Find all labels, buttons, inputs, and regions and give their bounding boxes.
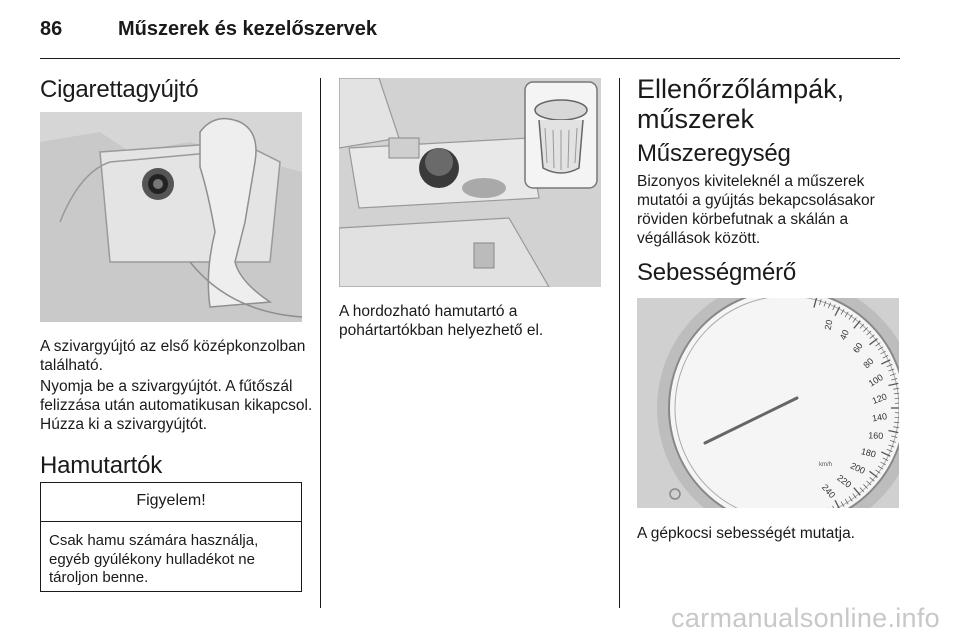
watermark-text: carmanualsonline.info	[671, 603, 940, 633]
instrument-cluster-text: Bizonyos kiviteleknél a műszerek mutatói a gyújtás bekapcsolásakor röviden körbefutnak a skálán a végállások között.	[637, 173, 875, 247]
speedometer-caption: A gépkocsi sebességét mutatja.	[637, 525, 855, 542]
speedometer-label: 120	[870, 391, 889, 406]
speedometer-heading: Sebességmérő	[637, 259, 797, 286]
speedometer-label: 60	[850, 340, 865, 355]
speedometer-label: 40	[837, 328, 851, 342]
speedometer-label: 100	[866, 372, 885, 389]
header-rule	[40, 58, 900, 59]
column-divider-left	[320, 78, 321, 608]
chapter-title: Műszerek és kezelőszervek	[118, 18, 378, 40]
ashtray-caption: A hordozható hamutartó a pohártartókban helyezhető el.	[339, 303, 544, 339]
ashtray-figure	[339, 78, 601, 287]
lighter-location-text: A szivargyújtó az első középkonzolban található.	[40, 338, 306, 374]
column-divider-right	[619, 78, 620, 608]
speedometer-label: 200	[848, 460, 867, 476]
warning-note-title: Figyelem!	[41, 483, 301, 522]
speedometer-label: 80	[861, 356, 876, 371]
speedometer-label: 180	[859, 446, 877, 460]
warning-lights-heading-line2: műszerek	[637, 104, 755, 134]
speedometer-label: 160	[868, 430, 884, 441]
speedometer-unit-label: km/h	[819, 462, 833, 468]
warning-note-body: Csak hamu számára használja, egyéb gyúlékony hulladékot ne tároljon benne.	[49, 532, 259, 586]
page-number: 86	[40, 18, 63, 40]
speedometer-label: 20	[822, 318, 835, 331]
cigarette-lighter-figure	[40, 112, 302, 322]
ashtrays-heading: Hamutartók	[40, 452, 163, 479]
warning-lights-heading-line1: Ellenőrzőlámpák,	[637, 74, 845, 104]
cigarette-lighter-heading: Cigarettagyújtó	[40, 76, 199, 103]
speedometer-label: 220	[835, 472, 854, 490]
lighter-usage-text: Nyomja be a szivargyújtót. A fűtőszál felizzása után automatikusan kikapcsol. Húzza ki a szivargyújtót.	[40, 378, 313, 433]
warning-lights-heading	[637, 74, 844, 134]
speedometer-label: 140	[871, 411, 888, 424]
instrument-cluster-heading: Műszeregység	[637, 140, 791, 167]
warning-note	[40, 482, 302, 592]
speedometer-label: 240	[819, 482, 838, 501]
speedometer-figure	[637, 298, 899, 508]
